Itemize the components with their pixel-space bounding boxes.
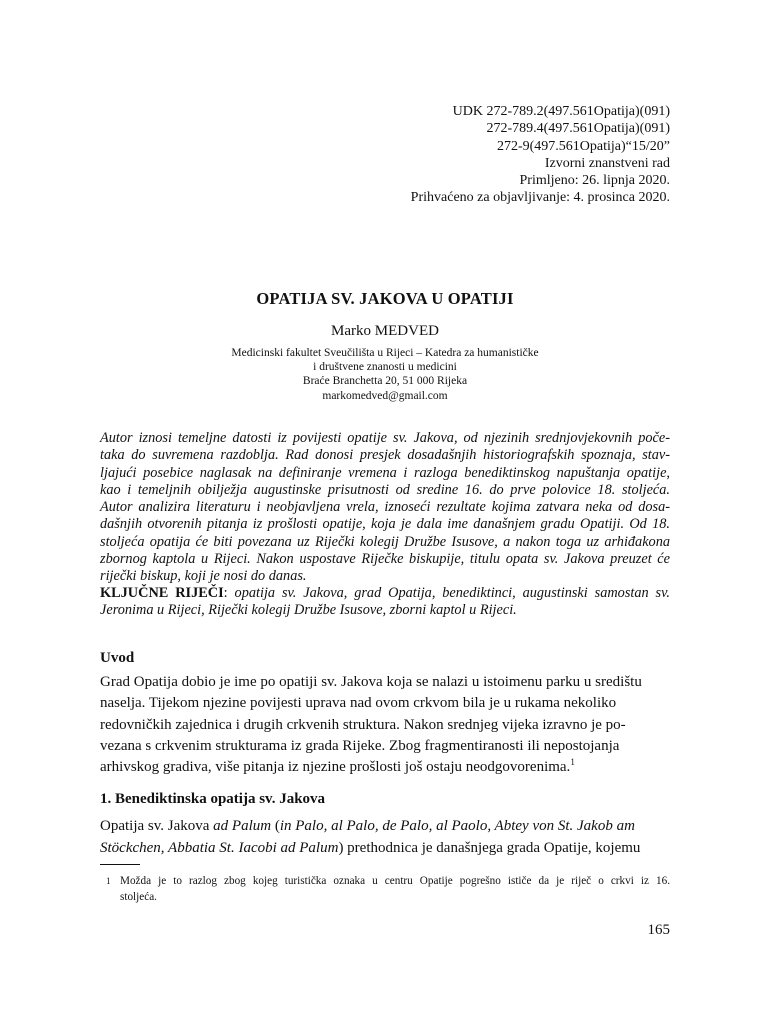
body-line: naselja. Tijekom njezine povijesti uprava nad ovom crkvom bila je u rukama nekoliko [100,695,617,712]
keywords [100,585,670,620]
body-line [100,816,670,838]
accepted-date: Prihvaćeno za objavljivanje: 4. prosinca 2020. [410,190,670,206]
abstract-line: kao i temeljnih obilježja augustinske prisutnosti od sredine 16. do prve polovice 18. stoljeća. [100,481,670,498]
body-line: vezana s crkvenim strukturama iz grada Rijeke. Zbog fragmentiranosti ili nepostojanja [100,737,620,754]
abstract-line: Autor analizira literaturu i neobjavljena vrela, iznoseći rezultate kojima zatvara neka od dosa- [100,499,670,516]
udk-line: 272-9(497.561Opatija)“15/20” [496,138,670,154]
section-heading-benedictine: 1. Benediktinska opatija sv. Jakova [100,791,326,807]
udk-line: UDK 272-789.2(497.561Opatija)(091) [452,104,670,119]
article-title: OPATIJA SV. JAKOVA U OPATIJI [256,289,514,308]
footnote-line: stoljeća. [120,891,157,903]
affiliation-line: i društvene znanosti u medicini [313,361,457,374]
section-heading-intro: Uvod [100,650,135,666]
keywords-text: opatija sv. Jakova, grad Opatija, benediktinci, augustinski samostan sv. [227,585,670,601]
footnote-divider [100,864,140,865]
keywords-label: KLJUČNE RIJEČI [100,585,224,601]
footnote [106,873,670,905]
paper-type: Izvorni znanstveni rad [544,155,670,171]
body-line [100,838,670,860]
author-email: markomedved@gmail.com [322,389,448,402]
footnote-number: 1 [106,876,111,886]
abstract-line: zbornog kaptola u Rijeci. Nakon uspostave Riječke biskupije, titulu opata sv. Jakova preuzet će [100,551,670,568]
body-line [100,757,670,778]
received-date: Primljeno: 26. lipnja 2020. [519,173,670,189]
footnote-line: Možda je to razlog zbog kojeg turistička oznaka u centru Opatije pogrešno ističe da je riječ o crkvi iz 16. [120,875,670,887]
footnote-reference[interactable]: 1 [570,757,575,768]
abstract [100,430,670,586]
keywords-colon: : [223,585,228,601]
abstract-line: ljajući posebice naglasak na definiranje vremena i razloga benediktinskog napuštanja opatije, [100,464,670,481]
body-line: Grad Opatija dobio je ime po opatiji sv. Jakova koja se nalazi u istoimenu parku u središtu [100,674,642,690]
page-number: 165 [647,922,670,938]
abstract-line: stoljeća opatija će biti povezana uz Riječki kolegij Družbe Isusove, a nakon toga uz arhiđakona [100,533,670,550]
abstract-line: dašnjih otvorenih pitanja iz prošlosti opatije, koja je dala ime današnjem gradu Opatiji. Od 18. [100,516,670,533]
body-text: Opatija sv. Jakova [100,818,214,834]
abstract-line: taka do suvremena razdoblja. Rad donosi presjek dosadašnjih historiografskih spoznaja, stav- [100,447,670,464]
section1-paragraph [100,816,670,859]
affiliation-address: Braće Branchetta 20, 51 000 Rijeka [302,375,468,388]
keywords-text: Jeronima u Rijeci, Riječki kolegij Družbe Isusove, zborni kaptol u Rijeci. [100,602,517,619]
historical-names: in Palo, al Palo, de Palo, al Paolo, Abtey von St. Jakob am [279,818,635,834]
body-line: redovničkih zajednica i drugih crkvenih struktura. Nakon srednjeg vijeka izravno je po- [100,716,626,733]
udk-classification-block [270,103,670,207]
body-text: ) prethodnica je današnjega grada Opatije, kojemu [338,839,641,856]
intro-paragraph [100,672,670,778]
latin-name: ad Palum [213,818,272,834]
body-text: ( [271,818,280,834]
abstract-line: riječki biskup, koji je nosi do danas. [100,568,307,585]
abstract-line: Autor iznosi temeljne datosti iz povijesti opatije sv. Jakova, od njezinih srednjovjekovnih poče- [100,430,670,446]
udk-line: 272-789.4(497.561Opatija)(091) [486,121,670,137]
historical-names: Stöckchen, Abbatia St. Iacobi ad Palum [100,839,339,856]
author-name: Marko MEDVED [331,323,439,339]
affiliation-line: Medicinski fakultet Sveučilišta u Rijeci – Katedra za humanističke [231,347,539,359]
author-affiliation [100,346,670,403]
body-line-text: arhivskog gradiva, više pitanja iz njezine prošlosti još ostaju neodgovorenima. [100,759,571,776]
keywords-line [100,585,670,602]
